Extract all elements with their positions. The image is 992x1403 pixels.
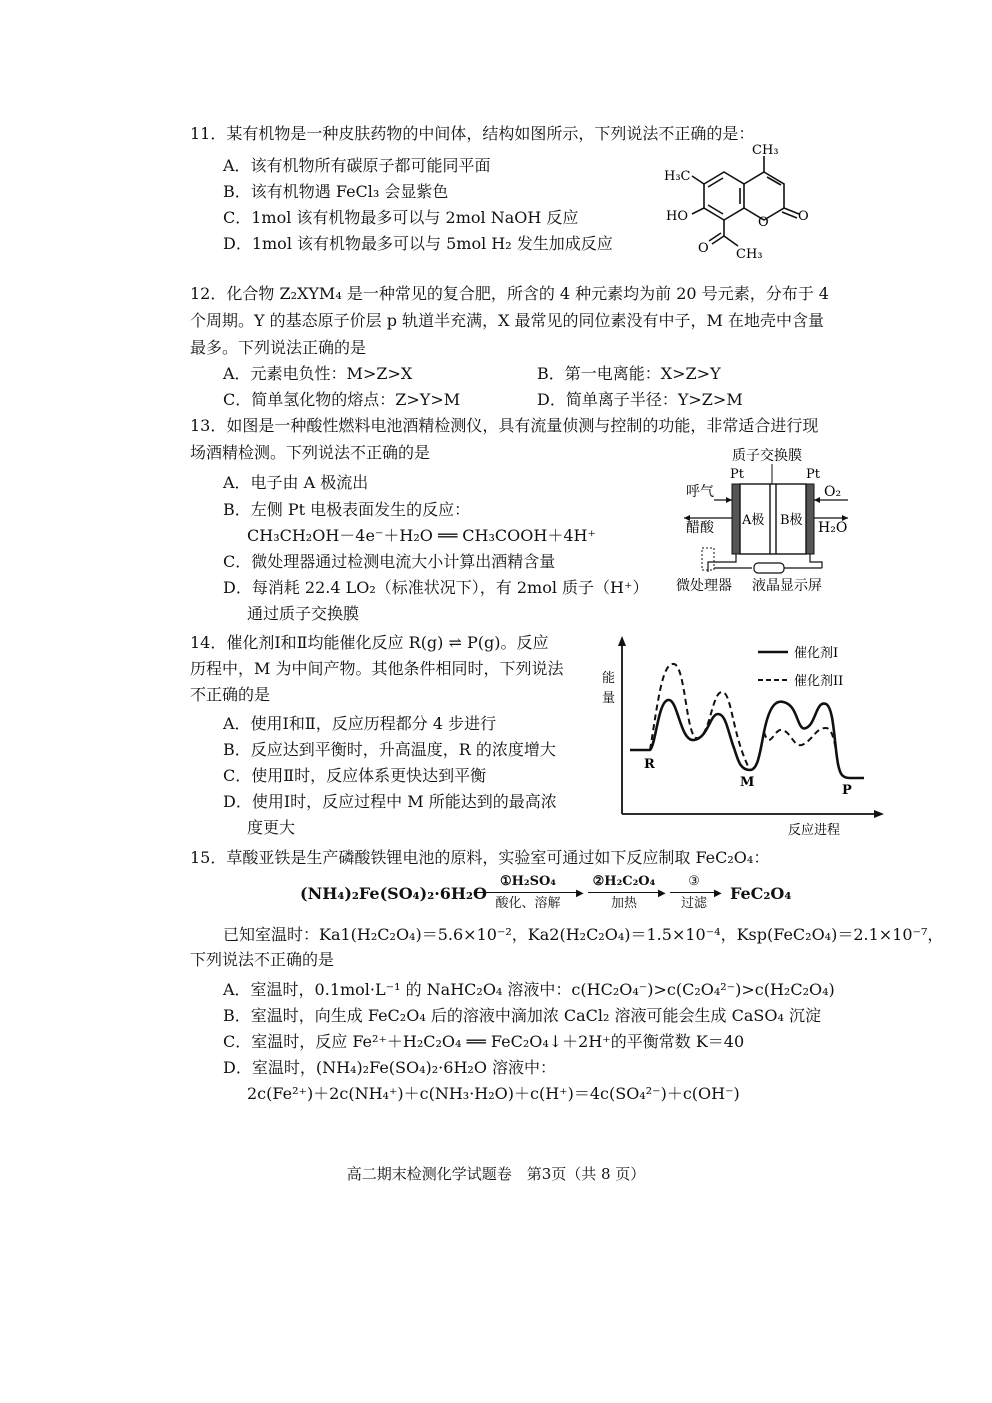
q15-option-d-equation: 2c(Fe²⁺)＋2c(NH₄⁺)＋c(NH₃·H₂O)＋c(H⁺)＝4c(SO₄²⁻)＋c(OH⁻) [247, 1084, 740, 1103]
q13-option-c: C．微处理器通过检测电流大小计算出酒精含量 [223, 552, 556, 571]
q15-reaction-scheme [300, 872, 800, 916]
point-r-label: R [644, 757, 655, 772]
scheme-arrowhead-1: ▶ [576, 888, 584, 899]
q13-option-a: A．电子由 A 极流出 [223, 473, 369, 492]
q13-option-d: D．每消耗 22.4 LO₂（标准状况下），有 2mol 质子（H⁺） [223, 578, 649, 597]
q12-stem-line1: 12．化合物 Z₂XYM₄ 是一种常见的复合肥，所含的 4 种元素均为前 20 号元素，分布于 4 [190, 284, 829, 303]
q15-option-a: A．室温时，0.1mol·L⁻¹ 的 NaHC₂O₄ 溶液中：c(HC₂O₄⁻)>c(C₂O₄²⁻)>c(H₂C₂O₄) [223, 980, 835, 999]
acetic-label: 醋酸 [686, 520, 714, 536]
q11-option-d: D．1mol 该有机物最多可以与 5mol H₂ 发生加成反应 [223, 234, 613, 253]
scheme-step1-reagent: ①H₂SO₄ [499, 874, 557, 889]
q12-option-c: C．简单氢化物的熔点：Z>Y>M [223, 390, 461, 409]
q13-option-b: B．左侧 Pt 电极表面发生的反应： [223, 500, 471, 519]
q12-stem-line3: 最多。下列说法正确的是 [190, 338, 367, 357]
legend-catalyst-1: 催化剂I [794, 646, 839, 661]
q13-stem-line2: 场酒精检测。下列说法不正确的是 [190, 443, 431, 462]
q14-stem-line1: 14．催化剂Ⅰ和Ⅱ均能催化反应 R(g) ⇌ P(g)。反应 [190, 633, 549, 652]
struct-o-carbonyl: O [798, 209, 809, 224]
membrane-label: 质子交换膜 [732, 448, 802, 464]
page-footer: 高二期末检测化学试题卷 第3页（共 8 页） [346, 1165, 646, 1183]
h2o-label: H₂O [818, 520, 848, 536]
x-axis-label: 反应进程 [788, 823, 841, 838]
point-p-label: P [842, 783, 852, 798]
scheme-arrowhead-2: ▶ [658, 888, 666, 899]
struct-ho: HO [666, 209, 688, 224]
legend-catalyst-2: 催化剂II [794, 674, 844, 689]
scheme-arrow-2 [588, 892, 662, 893]
q13-option-d-cont: 通过质子交换膜 [247, 604, 360, 623]
q15-question: 下列说法不正确的是 [190, 950, 335, 969]
q15-known-constants: 已知室温时：Ka1(H₂C₂O₄)＝5.6×10⁻²，Ka2(H₂C₂O₄)＝1.5×10⁻⁴，Ksp(FeC₂O₄)＝2.1×10⁻⁷， [223, 925, 944, 944]
q11-option-b: B．该有机物遇 FeCl₃ 会显紫色 [223, 182, 449, 201]
struct-ch3-top: CH₃ [752, 143, 779, 158]
q11-stem: 11．某有机物是一种皮肤药物的中间体，结构如图所示，下列说法不正确的是： [190, 124, 755, 143]
struct-ch3-acetyl: CH₃ [736, 247, 763, 262]
y-axis-label-1: 能 [602, 671, 616, 686]
q13-option-b-equation: CH₃CH₂OH－4e⁻＋H₂O ══ CH₃COOH＋4H⁺ [247, 526, 596, 545]
scheme-step1-condition: 酸化、溶解 [495, 896, 561, 911]
micro-label: 微处理器 [676, 578, 732, 594]
scheme-step2-condition: 加热 [610, 896, 637, 911]
q15-stem: 15．草酸亚铁是生产磷酸铁锂电池的原料，实验室可通过如下反应制取 FeC₂O₄： [190, 848, 770, 867]
q15-option-c: C．室温时，反应 Fe²⁺＋H₂C₂O₄ ══ FeC₂O₄↓＋2H⁺的平衡常数 K＝40 [223, 1032, 745, 1051]
q13-stem-line1: 13．如图是一种酸性燃料电池酒精检测仪，具有流量侦测与控制的功能，非常适合进行现 [190, 416, 819, 435]
scheme-step3-condition: 过滤 [680, 896, 707, 911]
struct-o-acetyl: O [698, 241, 709, 256]
q15-option-b: B．室温时，向生成 FeC₂O₄ 后的溶液中滴加浓 CaCl₂ 溶液可能会生成 CaSO₄ 沉淀 [223, 1006, 821, 1025]
q11-structure-diagram [652, 140, 812, 264]
q14-option-a: A．使用Ⅰ和Ⅱ，反应历程都分 4 步进行 [223, 714, 497, 733]
q15-option-d: D．室温时，(NH₄)₂Fe(SO₄)₂·6H₂O 溶液中： [223, 1058, 557, 1077]
q14-energy-profile [598, 632, 886, 842]
struct-o-ring: O [758, 215, 769, 230]
q12-option-b: B．第一电离能：X>Z>Y [537, 364, 721, 383]
struct-h3c: H₃C [664, 169, 691, 184]
scheme-arrowhead-3: ▶ [714, 888, 722, 899]
q13-fuel-cell-diagram [672, 444, 862, 594]
breath-label: 呼气 [686, 484, 714, 500]
q11-option-a: A．该有机物所有碳原子都可能同平面 [223, 156, 491, 175]
lcd-label: 液晶显示屏 [752, 578, 822, 594]
scheme-arrow-3 [670, 892, 718, 893]
scheme-reactant: (NH₄)₂Fe(SO₄)₂·6H₂O [300, 884, 487, 903]
q14-option-c: C．使用Ⅱ时，反应体系更快达到平衡 [223, 766, 487, 785]
q14-stem-line2: 历程中，M 为中间产物。其他条件相同时，下列说法 [190, 659, 564, 678]
q14-option-d-cont: 度更大 [247, 818, 296, 837]
o2-label: O₂ [824, 484, 842, 500]
pt-left-label: Pt [730, 467, 744, 482]
q12-stem-line2: 个周期。Y 的基态原子价层 p 轨道半充满，X 最常见的同位素没有中子，M 在地壳中含量 [190, 311, 825, 330]
point-m-label: M [740, 775, 755, 790]
pt-right-label: Pt [806, 467, 820, 482]
scheme-step3-label: ③ [688, 874, 700, 889]
q12-option-a: A．元素电负性：M>Z>X [223, 364, 413, 383]
a-pole-label: A极 [742, 513, 765, 528]
b-pole-label: B极 [780, 513, 803, 528]
q14-option-d: D．使用Ⅰ时，反应过程中 M 所能达到的最高浓 [223, 792, 557, 811]
q12-option-d: D．简单离子半径：Y>Z>M [537, 390, 743, 409]
y-axis-label-2: 量 [602, 691, 616, 706]
q11-option-c: C．1mol 该有机物最多可以与 2mol NaOH 反应 [223, 208, 579, 227]
scheme-arrow-1 [476, 892, 580, 893]
q14-stem-line3: 不正确的是 [190, 685, 271, 704]
scheme-step2-reagent: ②H₂C₂O₄ [592, 874, 656, 889]
q14-option-b: B．反应达到平衡时，升高温度，R 的浓度增大 [223, 740, 556, 759]
scheme-product: FeC₂O₄ [730, 884, 792, 903]
